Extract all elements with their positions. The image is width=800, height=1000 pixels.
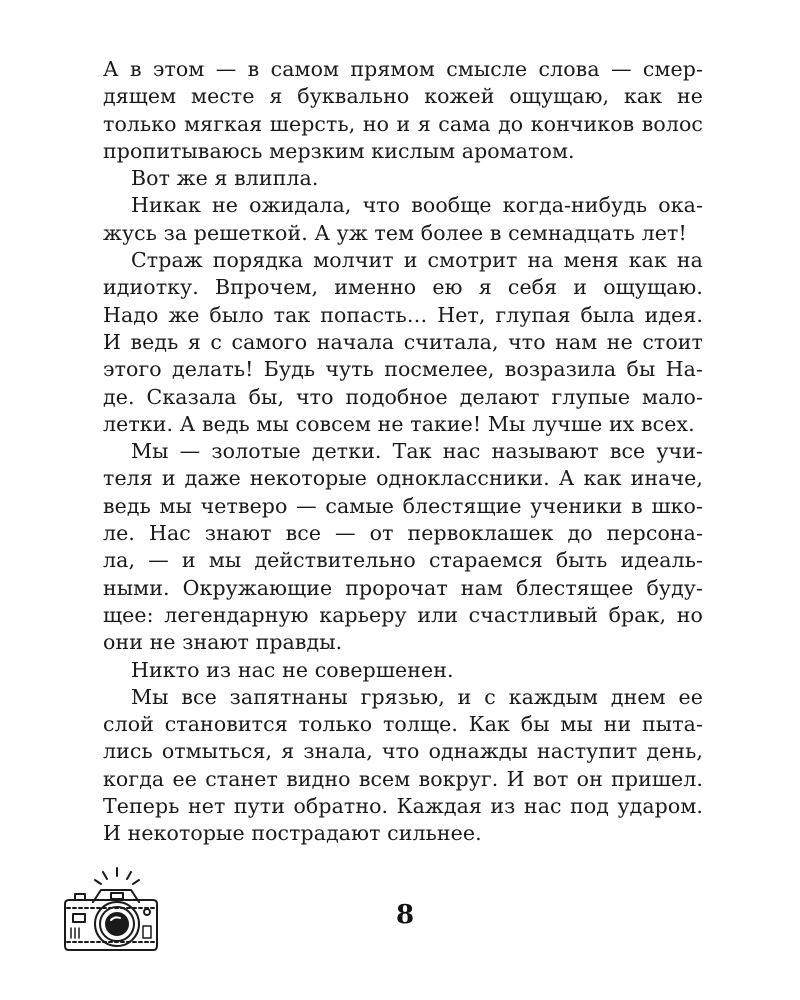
text-line: они не знают правды. <box>103 630 343 655</box>
text-line: де. Сказала бы, что подобное делают глупые мало- <box>103 384 703 409</box>
text-line: Никто из нас не совершенен. <box>131 657 454 682</box>
text-line: слой становится только толще. Как бы мы ни пыта- <box>103 712 703 737</box>
text-line: ведь мы четверо — самые блестящие ученики в шко- <box>103 493 703 518</box>
camera-icon <box>55 862 165 962</box>
text-line: лись отмыться, я знала, что однажды наступит день, <box>103 739 703 764</box>
text-line: жусь за решеткой. А уж тем более в семнадцать лет! <box>103 220 687 245</box>
text-line: А в этом — в самом прямом смысле слова — смер- <box>103 57 703 81</box>
text-line: Мы все запятнаны грязью, и с каждым днем ее <box>131 684 703 709</box>
text-line: только мягкая шерсть, но и я сама до кончиков волос <box>103 111 703 136</box>
text-line: Страж порядка молчит и смотрит на меня как на <box>131 248 703 273</box>
text-line: Никак не ожидала, что вообще когда-нибудь ока- <box>131 193 703 218</box>
text-line: Надо же было так попасть… Нет, глупая была идея. <box>103 302 703 327</box>
text-line: теля и даже некоторые одноклассники. А как иначе, <box>103 466 703 491</box>
text-line: Теперь нет пути обратно. Каждая из нас под ударом. <box>103 794 703 819</box>
text-line: щее: легендарную карьеру или счастливый брак, но <box>103 602 703 627</box>
text-line: дящем месте я буквально кожей ощущаю, как не <box>103 84 703 109</box>
text-line: Вот же я влипла. <box>131 166 319 191</box>
text-line: ла, — и мы действительно стараемся быть идеаль- <box>103 548 703 573</box>
text-line: ными. Окружающие пророчат нам блестящее буду- <box>103 575 703 600</box>
text-line: И некоторые пострадают сильнее. <box>103 821 482 846</box>
text-line: летки. А ведь мы совсем не такие! Мы лучше их всех. <box>103 411 695 436</box>
text-line: И ведь я с самого начала считала, что нам не стоит <box>103 329 703 354</box>
body-text <box>103 56 703 848</box>
page-number: 8 <box>395 900 415 930</box>
text-line: этого делать! Будь чуть посмелее, возразила бы На- <box>103 357 703 382</box>
text-line: пропитываюсь мерзким кислым ароматом. <box>103 138 575 163</box>
text-line: Мы — золотые детки. Так нас называют все учи- <box>131 439 703 464</box>
text-line: когда ее станет видно всем вокруг. И вот он пришел. <box>103 766 703 791</box>
text-line: идиотку. Впрочем, именно ею я себя и ощущаю. <box>103 275 703 300</box>
text-line: ле. Нас знают все — от первоклашек до персона- <box>103 521 703 546</box>
